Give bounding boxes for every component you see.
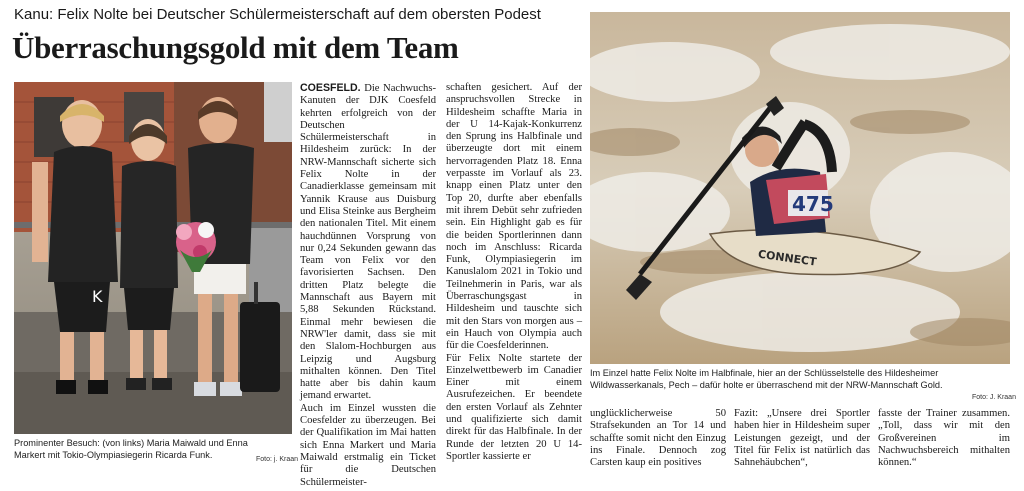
article-column-4: Fazit: „Unsere drei Sportler haben hier in Hildesheim super Leistungen gezeigt, und der Titel für Felix ist natürlich das Sahnehäubchen“, — [734, 408, 870, 469]
article-column-2: schaften gesichert. Auf der anspruchsvollen Strecke in Hildesheim schaffte Maria in der U 14-Kajak-Konkurrenz den Sprung ins Halbfinale und überzeugte dort mit einem hervorragenden Platz 18. Enna verpasste im Vorlauf als 23. knapp einen Platz unter den Top 20, durfte aber ebenfalls mit ihrem Debüt sehr zufrieden sein. Ein Highlight gab es für die beiden Sportlerinnen dann noch im Anschluss: Ricarda Funk, Olympiasiegerin im Kanuslalom 2021 in Tokio und Teilnehmerin in Paris, war als Überraschungsgast in Hildesheim und tauschte sich mit den Stars von morgen aus – ein Hauch von Olympia auch für die Coesfelderinnen. Für Felix Nolte startete der Einzelwettbewerb im Canadier Einer mit einem Ausrufezeichen. Er beendete den ersten Vorlauf als Zehnter und qualifizierte sich damit direkt für das Halbfinale. In der Runde der letzten 20 U 14-Sportler kassierte er — [446, 82, 582, 462]
article-column-5: fasste der Trainer zusammen. „Toll, dass wir mit den Großvereinen im Nachwuchsbereich mithalten können.“ — [878, 408, 1010, 469]
bib-number: 475 — [792, 192, 834, 216]
article-column-3: unglücklicherweise 50 Strafsekunden an Tor 14 und schaffte somit nicht den Einzug ins Finale. Dennoch zog Carsten kaup ein positives — [590, 408, 726, 469]
canoe-photo-illustration — [590, 12, 1010, 364]
svg-text:K: K — [92, 287, 103, 306]
canoe-photo — [590, 12, 1010, 364]
canoe-photo-credit: Foto: J. Kraan — [972, 394, 1016, 401]
article-kicker: Kanu: Felix Nolte bei Deutscher Schülermeisterschaft auf dem obersten Podest — [14, 6, 541, 23]
team-photo-illustration — [14, 82, 292, 434]
team-photo-caption: Prominenter Besuch: (von links) Maria Maiwald und Enna Markert mit Tokio-Olympiasiegerin Ricarda Funk. — [14, 438, 248, 460]
team-photo-credit: Foto: j. Kraan — [256, 456, 299, 463]
article-headline: Überraschungsgold mit dem Team — [12, 30, 459, 65]
canoe-photo-caption: Im Einzel hatte Felix Nolte im Halbfinale, hier an der Schlüsselstelle des Hildesheimer Wildwasserkanals, Pech – dafür holte er überraschend mit der NRW-Mannschaft Gold. — [590, 368, 943, 390]
article-column-1-text: Die Nachwuchs-Kanuten der DJK Coesfeld kehrten erfolgreich von der Deutschen Schülermeisterschaft in Hildesheim zurück: In der NRW-Mannschaft sicherte sich Felix Nolte in der Canadierklasse gemeinsam mit Yannik Krause aus Duisburg und Elisa Steinke aus Bergheim den nationalen Titel. Mit einem hauchdünnen Vorsprung von nur 0,24 Sekunden gewann das Team von Felix vor den favorisierten Sachsen. Den dritten Platz belegte die Mannschaft aus Bayern mit 5,88 Sekunden Rückstand. Einmal mehr bewiesen die NRW'ler damit, dass sie mit den Slalom-Hochburgen aus Leipzig und Augsburg mithalten können. Den Titel hatte aber bis dahin kaum jemand erwartet. Auch im Einzel wussten die Coesfelder zu überzeugen. Bei der Qualifikation im Mai hatten sich Enna Markert und Maria Maiwald erstmalig ein Ticket für die Deutschen Schülermeister- — [300, 83, 436, 488]
article-dateline: COESFELD. — [300, 82, 361, 94]
boat-brand-text: CONNECT — [757, 247, 818, 269]
team-photo — [14, 82, 292, 434]
article-column-1 — [300, 82, 436, 489]
